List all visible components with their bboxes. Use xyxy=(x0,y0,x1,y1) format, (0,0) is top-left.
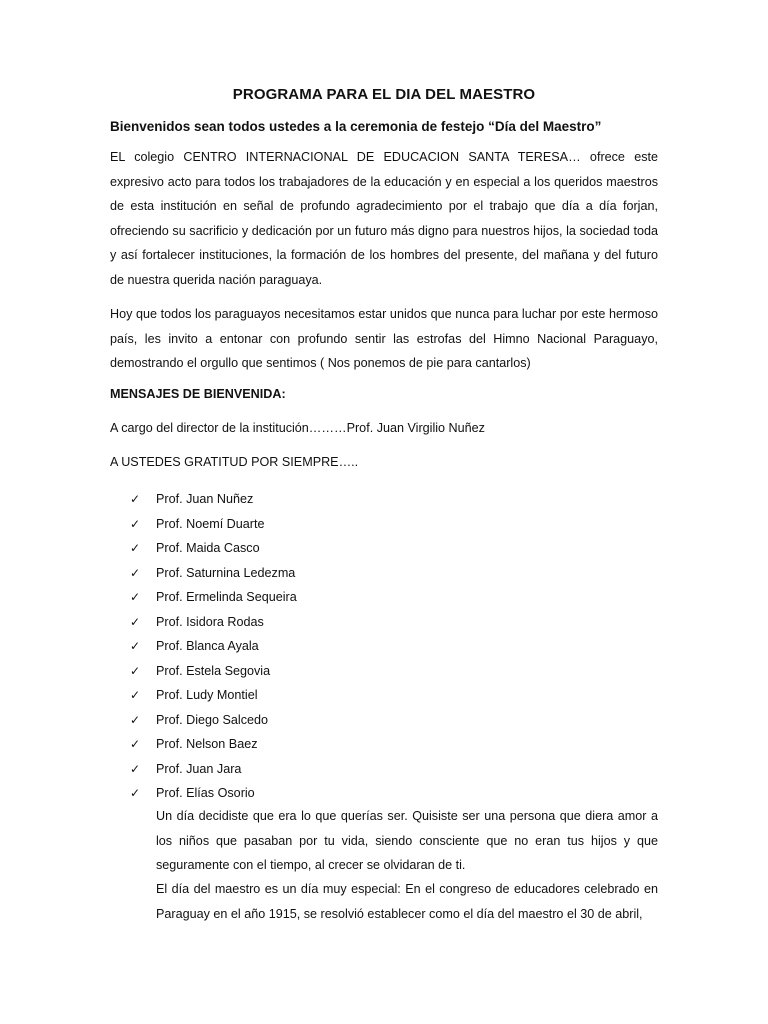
list-item xyxy=(130,732,297,757)
director-line: A cargo del director de la institución………Prof. Juan Virgilio Nuñez xyxy=(110,421,485,435)
teacher-name: Prof. Juan Nuñez xyxy=(156,492,254,506)
tribute-paragraph: Un día decidiste que era lo que querías ser. Quisiste ser una persona que diera amor a los niños que pasaban por tu vida, siendo consciente que no eran tus hijos y que seguramente con el tiempo, al crecer se olvidaran de ti. xyxy=(156,809,658,872)
intro-paragraph: EL colegio CENTRO INTERNACIONAL DE EDUCACION SANTA TERESA… ofrece este expresivo acto para todos los trabajadores de la educación y en especial a los queridos maestros de esta institución en señal de profundo agradecimiento por el trabajo que día a día forjan, ofreciendo su sacrificio y dedicación por un futuro más digno para nuestros hijos, la sociedad toda y así fortalecer instituciones, la formación de los hombres del presente, del mañana y del futuro de nuestra querida nación paraguaya. xyxy=(110,150,658,287)
teacher-name: Prof. Nelson Baez xyxy=(156,737,258,751)
list-item xyxy=(130,536,297,561)
teacher-name: Prof. Elías Osorio xyxy=(156,786,255,800)
checkmark-icon: ✓ xyxy=(130,737,141,751)
teacher-name: Prof. Ermelinda Sequeira xyxy=(156,590,297,604)
list-item xyxy=(130,610,297,635)
teacher-name: Prof. Estela Segovia xyxy=(156,663,271,678)
teacher-name: Prof. Diego Salcedo xyxy=(156,712,269,727)
list-item xyxy=(130,585,297,610)
list-item xyxy=(130,634,297,659)
teacher-name: Prof. Juan Jara xyxy=(156,761,242,776)
anthem-paragraph: Hoy que todos los paraguayos necesitamos estar unidos que nunca para luchar por este hermoso país, les invito a entonar con profundo sentir las estrofas del Himno Nacional Paraguayo, demostrando el orgullo que sentimos ( Nos ponemos de pie para cantarlos) xyxy=(110,307,658,370)
teacher-name: Prof. Maida Casco xyxy=(156,541,260,555)
checkmark-icon: ✓ xyxy=(130,590,141,604)
history-paragraph: El día del maestro es un día muy especial: En el congreso de educadores celebrado en Paraguay en el año 1915, se resolvió establecer como el día del maestro el 30 de abril, xyxy=(156,882,658,921)
checkmark-icon: ✓ xyxy=(130,565,141,580)
checkmark-icon: ✓ xyxy=(130,712,141,727)
list-item xyxy=(130,781,297,806)
teacher-name: Prof. Saturnina Ledezma xyxy=(156,565,296,580)
list-item xyxy=(130,659,297,684)
checkmark-icon: ✓ xyxy=(130,761,141,776)
gratitude-heading: A USTEDES GRATITUD POR SIEMPRE….. xyxy=(110,455,359,469)
checkmark-icon: ✓ xyxy=(130,516,141,531)
list-item xyxy=(130,757,297,782)
document-title: PROGRAMA PARA EL DIA DEL MAESTRO xyxy=(232,86,536,103)
teacher-name: Prof. Blanca Ayala xyxy=(156,639,259,653)
welcome-messages-heading: MENSAJES DE BIENVENIDA: xyxy=(110,387,286,401)
teacher-list xyxy=(130,487,297,806)
teacher-name: Prof. Noemí Duarte xyxy=(156,516,265,531)
checkmark-icon: ✓ xyxy=(130,639,141,653)
checkmark-icon: ✓ xyxy=(130,688,141,702)
teacher-name: Prof. Isidora Rodas xyxy=(156,614,264,629)
checkmark-icon: ✓ xyxy=(130,541,141,555)
checkmark-icon: ✓ xyxy=(130,492,141,506)
checkmark-icon: ✓ xyxy=(130,614,141,629)
teacher-name: Prof. Ludy Montiel xyxy=(156,688,258,702)
checkmark-icon: ✓ xyxy=(130,786,141,800)
checkmark-icon: ✓ xyxy=(130,663,141,678)
list-item xyxy=(130,487,297,512)
list-item xyxy=(130,708,297,733)
list-item xyxy=(130,683,297,708)
list-item xyxy=(130,512,297,537)
document-subtitle: Bienvenidos sean todos ustedes a la ceremonia de festejo “Día del Maestro” xyxy=(110,119,602,134)
list-item xyxy=(130,561,297,586)
